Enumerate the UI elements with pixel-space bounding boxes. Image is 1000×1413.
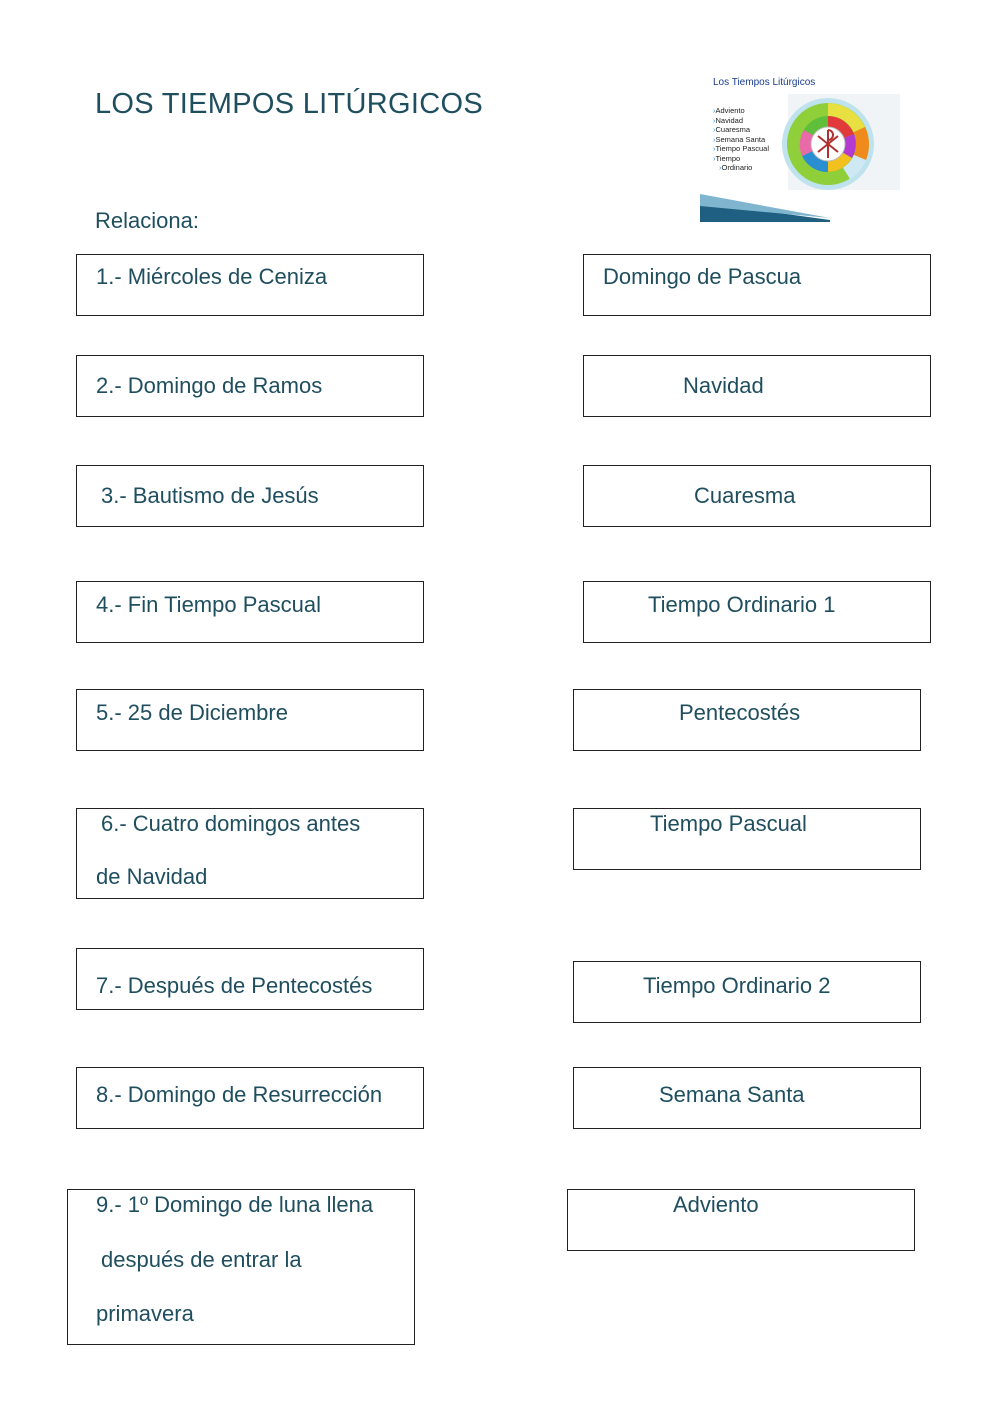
left-label: 1.- Miércoles de Ceniza <box>96 264 328 289</box>
left-box-9[interactable] <box>67 1189 415 1345</box>
image-legend-item: › Cuaresma <box>713 125 769 135</box>
left-label: 5.- 25 de Diciembre <box>96 700 288 725</box>
right-label: Navidad <box>683 373 764 398</box>
left-label: 6.- Cuatro domingos antes <box>101 811 361 836</box>
right-box-6[interactable] <box>573 808 921 870</box>
right-box-2[interactable] <box>583 355 931 417</box>
image-legend-item: › Adviento <box>713 106 769 116</box>
right-label: Semana Santa <box>659 1082 805 1107</box>
right-box-9[interactable] <box>567 1189 915 1251</box>
right-box-3[interactable] <box>583 465 931 527</box>
left-label: 2.- Domingo de Ramos <box>96 373 323 398</box>
liturgical-wheel-icon <box>780 90 902 195</box>
left-label: 7.- Después de Pentecostés <box>96 973 373 998</box>
image-legend-item: › Navidad <box>713 116 769 126</box>
left-label: 8.- Domingo de Resurrección <box>96 1082 383 1107</box>
image-title: Los Tiempos Litúrgicos <box>713 77 816 88</box>
right-box-7[interactable] <box>573 961 921 1023</box>
left-label: después de entrar la <box>101 1247 302 1272</box>
right-label: Pentecostés <box>679 700 801 725</box>
right-box-8[interactable] <box>573 1067 921 1129</box>
right-label: Tiempo Pascual <box>650 811 807 836</box>
image-legend-item: › Tiempo Pascual <box>713 144 769 154</box>
right-label: Adviento <box>673 1192 759 1217</box>
right-label: Domingo de Pascua <box>603 264 802 289</box>
left-label: primavera <box>96 1301 194 1326</box>
image-legend-item: › Semana Santa <box>713 135 769 145</box>
right-label: Cuaresma <box>694 483 796 508</box>
right-box-5[interactable] <box>573 689 921 751</box>
left-box-7[interactable] <box>76 948 424 1010</box>
right-box-1[interactable] <box>583 254 931 316</box>
image-legend-item: › Ordinario <box>713 163 769 173</box>
left-label: 3.- Bautismo de Jesús <box>101 483 319 508</box>
right-label: Tiempo Ordinario 2 <box>643 973 831 998</box>
left-box-3[interactable] <box>76 465 424 527</box>
instruction: Relaciona: <box>95 208 199 233</box>
left-box-4[interactable] <box>76 581 424 643</box>
left-box-5[interactable] <box>76 689 424 751</box>
left-box-8[interactable] <box>76 1067 424 1129</box>
page-title: LOS TIEMPOS LITÚRGICOS <box>95 88 483 120</box>
decorative-stripe <box>700 192 830 222</box>
left-label: 4.- Fin Tiempo Pascual <box>96 592 321 617</box>
left-box-6[interactable] <box>76 808 424 899</box>
image-legend <box>713 106 769 173</box>
right-box-4[interactable] <box>583 581 931 643</box>
image-legend-item: › Tiempo <box>713 154 769 164</box>
left-label: 9.- 1º Domingo de luna llena <box>96 1192 374 1217</box>
liturgical-calendar-image <box>700 72 905 222</box>
left-box-2[interactable] <box>76 355 424 417</box>
left-box-1[interactable] <box>76 254 424 316</box>
left-label: de Navidad <box>96 864 208 889</box>
right-label: Tiempo Ordinario 1 <box>648 592 836 617</box>
